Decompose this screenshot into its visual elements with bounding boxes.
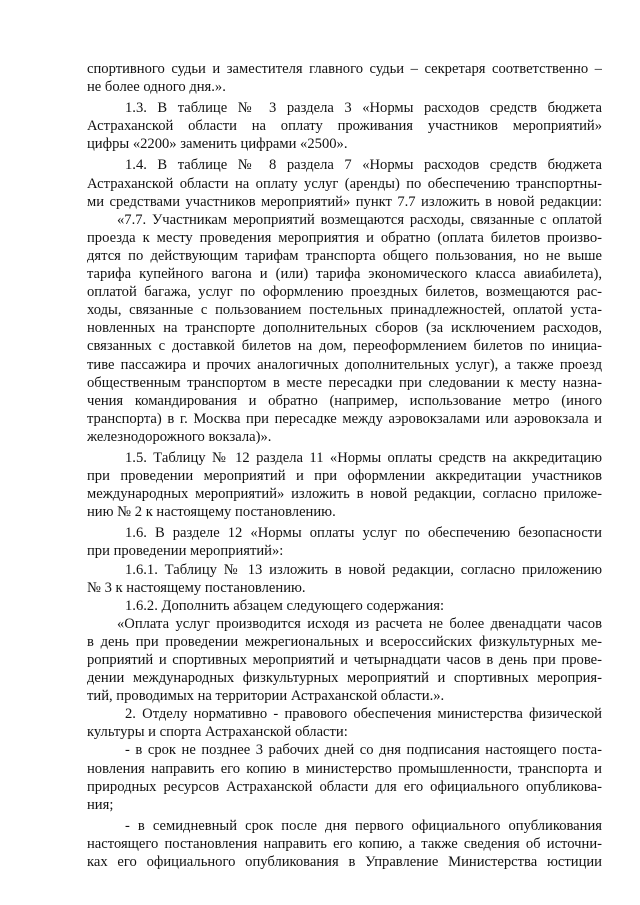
- text-line: международных мероприятий» изложить в новой редакции, согласно приложе-: [87, 486, 602, 503]
- text-line: не более одного дня.».: [87, 79, 226, 96]
- text-line: культуры и спорта Астраханской области:: [87, 724, 348, 741]
- text-line: при проведении мероприятий и при оформлении аккредитации участников: [87, 468, 602, 485]
- text-line: транспорта) в г. Москва при пересадке между аэровокзалами или аэровокзала и: [87, 410, 602, 427]
- text-line: новленных на транспорте дополнительных сборов (за исключением расходов,: [87, 320, 602, 337]
- text-line: 1.3. В таблице № 3 раздела 3 «Нормы расходов средств бюджета: [125, 100, 602, 117]
- text-line: дятся по действующим тарифам транспорта общего пользования, но не выше: [87, 247, 602, 264]
- text-line: чения командирования и обратно (например, использование метро (иного: [87, 392, 602, 409]
- text-line: дении международных физкультурных мероприятий и спортивных мероприя-: [87, 670, 602, 687]
- text-line: ходы, связанные с пользованием постельных принадлежностей, оплатой уста-: [87, 302, 602, 319]
- text-line: природных ресурсов Астраханской области для его официального опубликова-: [87, 778, 602, 795]
- text-line: связанных с доставкой билетов на дом, переоформлением билетов по инициа-: [87, 338, 602, 355]
- text-line: железнодорожного вокзала)».: [87, 428, 272, 445]
- text-line: 1.6.1. Таблицу № 13 изложить в новой редакции, согласно приложению: [125, 561, 602, 578]
- text-line: - в семидневный срок после дня первого официального опубликования: [125, 817, 602, 834]
- text-line: Астраханской области на оплату услуг (аренды) по обеспечению транспортны-: [87, 175, 602, 192]
- text-line: - в срок не позднее 3 рабочих дней со дня подписания настоящего поста-: [125, 742, 602, 759]
- text-line: нию № 2 к настоящему постановлению.: [87, 504, 336, 521]
- text-line: тиве пассажира и прочих аналогичных дополнительных услуг), а также проезд: [87, 356, 602, 373]
- text-line: тарифа купейного вагона и (или) тарифа экономического класса авиабилета),: [87, 266, 602, 283]
- text-line: № 3 к настоящему постановлению.: [87, 579, 306, 596]
- text-line: 1.6.2. Дополнить абзацем следующего содержания:: [125, 597, 445, 614]
- text-line: Астраханской области на оплату проживания участников мероприятий»: [87, 118, 602, 135]
- text-line: общественным транспортом в месте пересадки при следовании к месту назна-: [87, 374, 602, 391]
- text-line: 1.6. В разделе 12 «Нормы оплаты услуг по обеспечению безопасности: [125, 525, 602, 542]
- text-line: цифры «2200» заменить цифрами «2500».: [87, 136, 348, 153]
- text-line: оплатой багажа, услуг по оформлению проездных билетов, возмещаются рас-: [87, 284, 602, 301]
- text-line: ках его официального опубликования в Управление Министерства юстиции: [87, 854, 602, 871]
- text-line: ми средствами участников мероприятий» пункт 7.7 изложить в новой редакции:: [87, 193, 602, 210]
- text-line: настоящего постановления направить его копию, а также сведения об источни-: [87, 835, 602, 852]
- text-line: 2. Отделу нормативно - правового обеспечения министерства физической: [125, 706, 602, 723]
- text-line: 1.5. Таблицу № 12 раздела 11 «Нормы оплаты средств на аккредитацию: [125, 449, 602, 466]
- text-line: проезда к месту проведения мероприятия и обратно (оплата билетов произво-: [87, 229, 602, 246]
- text-line: роприятий и спортивных мероприятий и четырнадцати часов в день при прове-: [87, 652, 602, 668]
- text-line: «7.7. Участникам мероприятий возмещаются расходы, связанные с оплатой: [117, 211, 602, 228]
- text-line: 1.4. В таблице № 8 раздела 7 «Нормы расходов средств бюджета: [125, 157, 602, 174]
- text-line: тий, проводимых на территории Астраханской области.».: [87, 688, 445, 705]
- text-line: в день при проведении межрегиональных и всероссийских физкультурных ме-: [87, 633, 602, 650]
- document-body: [87, 60, 602, 871]
- text-line: спортивного судьи и заместителя главного судьи – секретаря соответственно –: [87, 61, 602, 77]
- text-line: ния;: [87, 796, 114, 813]
- text-line: «Оплата услуг производится исходя из расчета не более двенадцати часов: [117, 615, 602, 632]
- text-line: новления направить его копию в министерство промышленности, транспорта и: [87, 760, 602, 777]
- text-line: при проведении мероприятий»:: [87, 543, 284, 560]
